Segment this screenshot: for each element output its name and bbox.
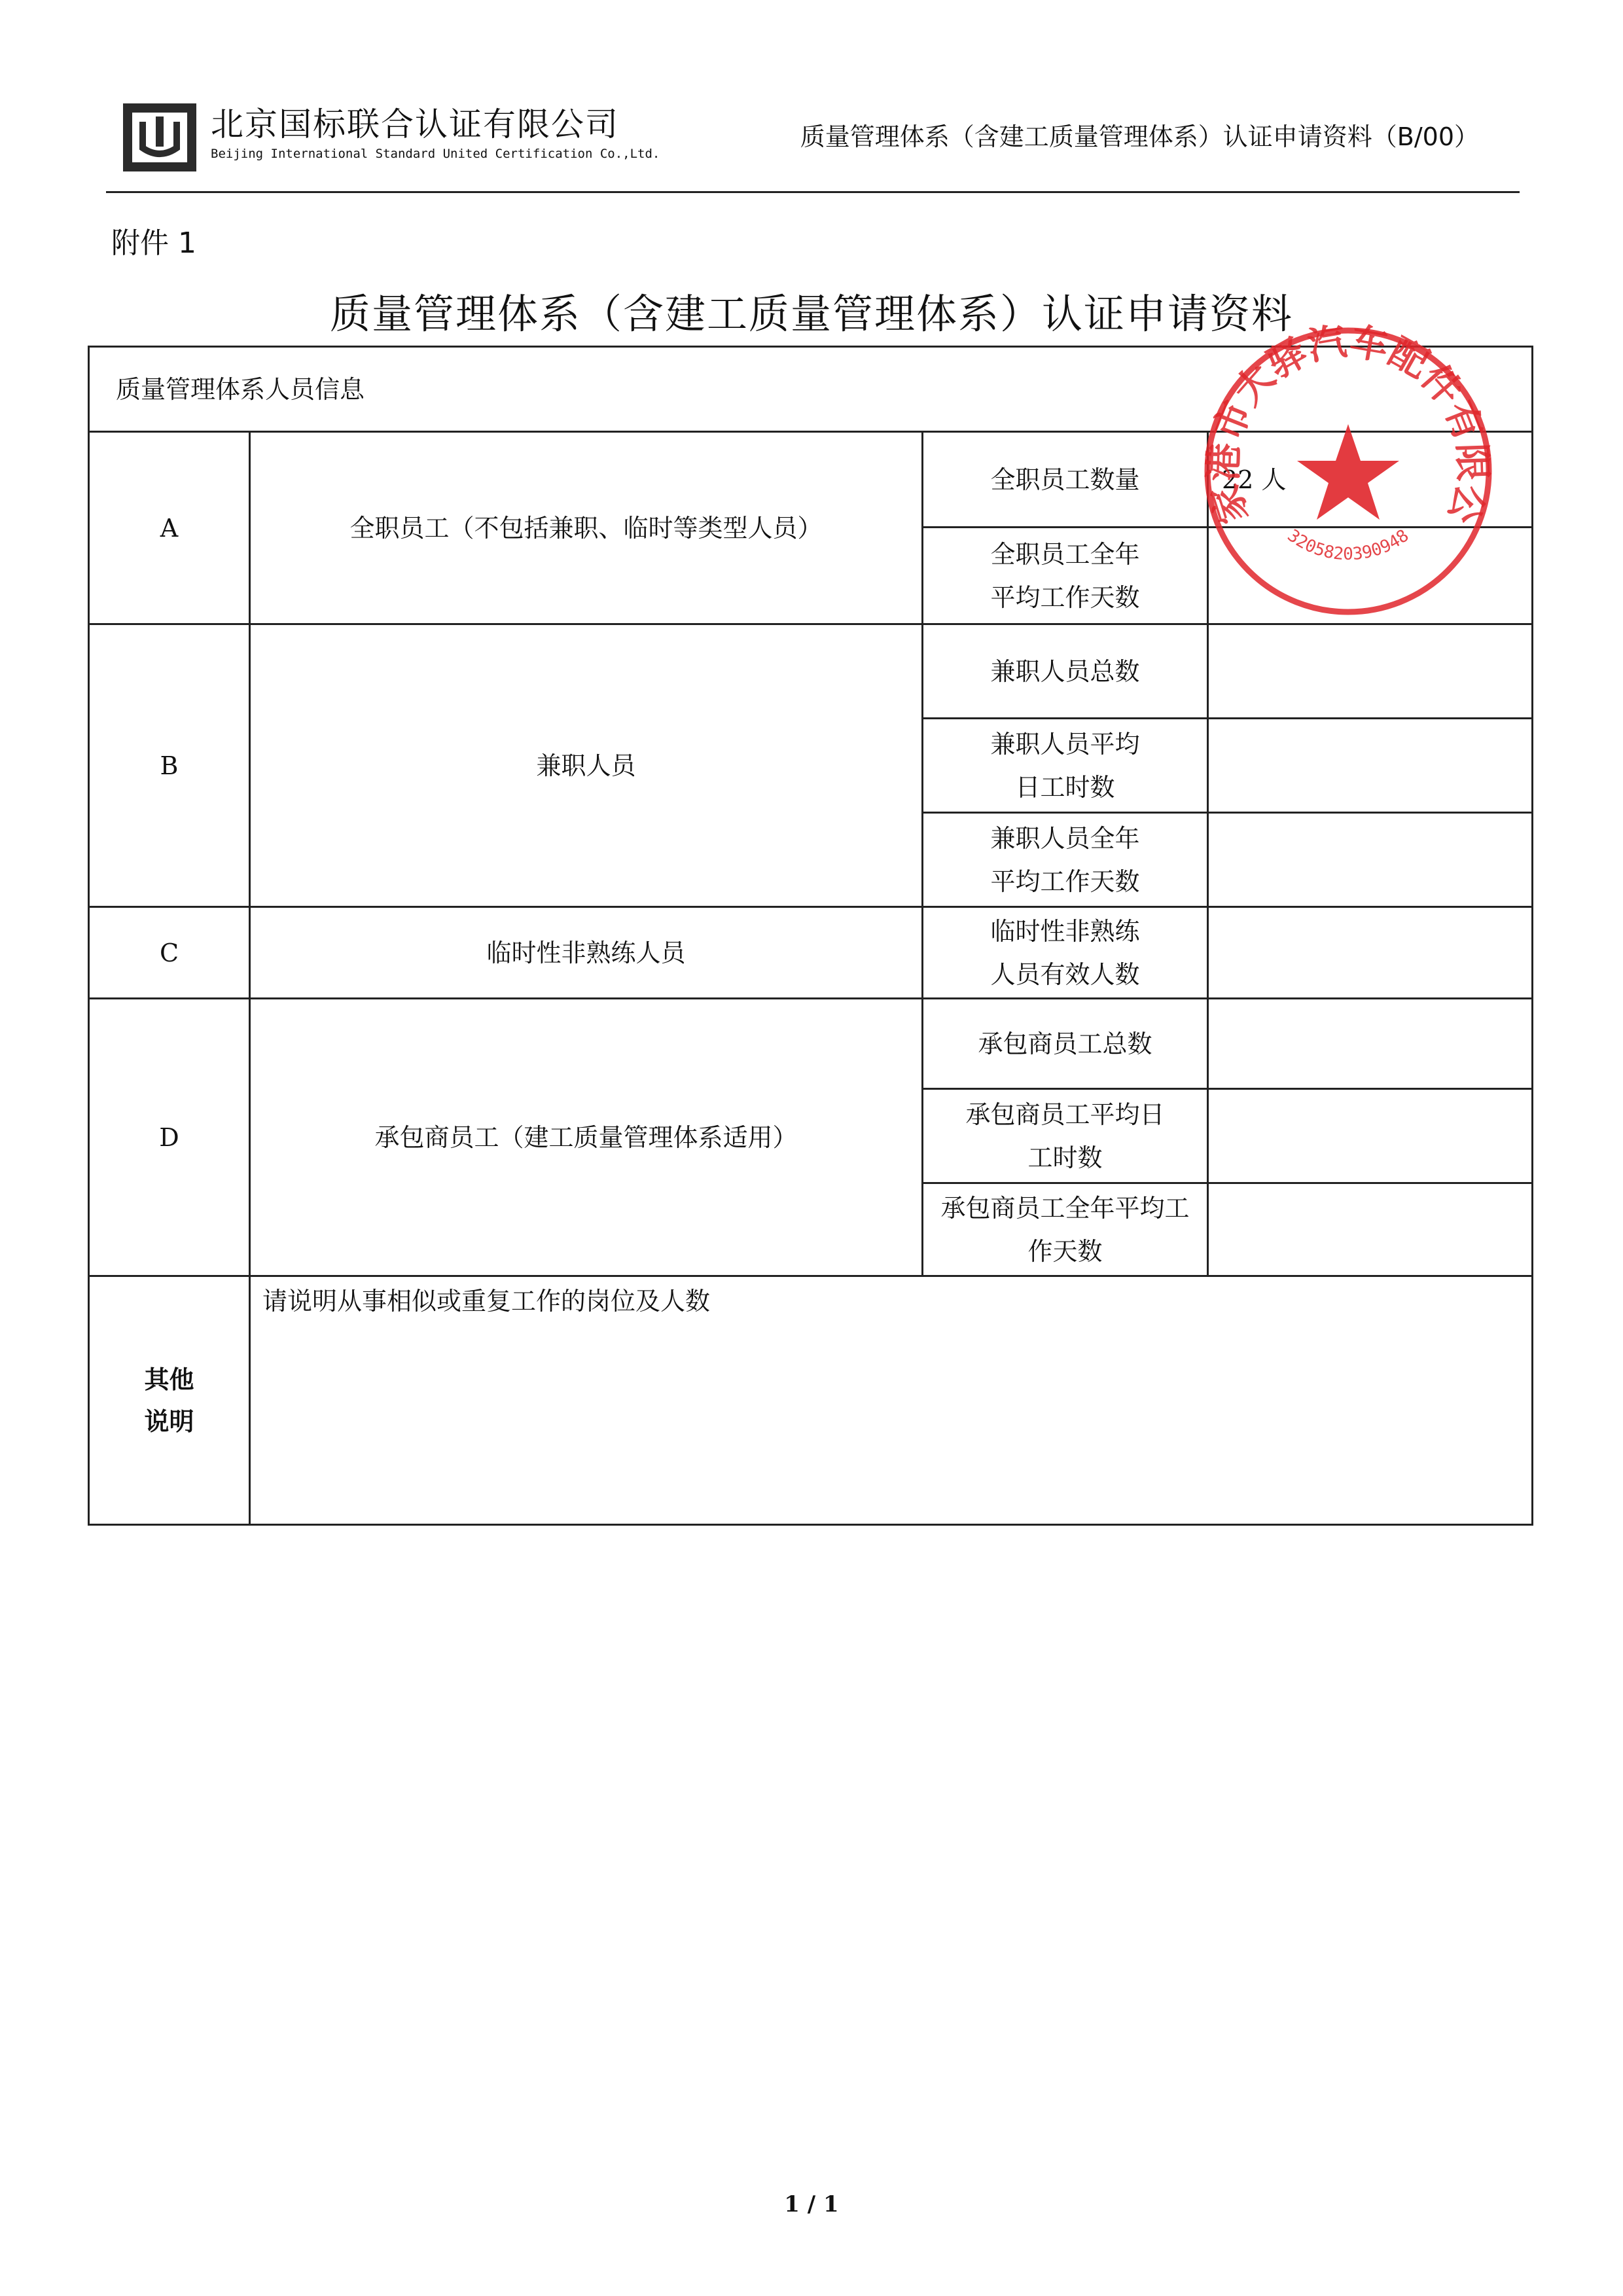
row-c-category: 临时性非熟练人员 — [250, 907, 923, 999]
page-title: 质量管理体系（含建工质量管理体系）认证申请资料 — [329, 290, 1293, 338]
row-d-item-3-label — [923, 1183, 1208, 1276]
other-label — [89, 1276, 250, 1525]
company-name-cn: 北京国标联合认证有限公司 — [211, 105, 619, 143]
row-b-item-2-text: 兼职人员平均日工时数 — [990, 729, 1140, 802]
row-a-item-2-label — [923, 528, 1208, 624]
seal-number: 3205820390948 — [1283, 526, 1413, 565]
row-b-item-3-text: 兼职人员全年平均工作天数 — [990, 823, 1140, 896]
row-a-code: A — [89, 432, 250, 624]
section-title: 质量管理体系人员信息 — [89, 347, 1533, 432]
row-a-item-1-label: 全职员工数量 — [923, 432, 1208, 528]
row-d-category: 承包商员工（建工质量管理体系适用） — [250, 999, 923, 1276]
row-d-item-2-text: 承包商员工平均日工时数 — [965, 1100, 1165, 1172]
row-b-item-1-label: 兼职人员总数 — [923, 624, 1208, 719]
row-b-item-2-label — [923, 719, 1208, 813]
attachment-label: 附件 1 — [111, 226, 196, 260]
header-divider — [106, 191, 1520, 193]
row-c-code: C — [89, 907, 250, 999]
row-c-item-1-text: 临时性非熟练人员有效人数 — [990, 916, 1140, 989]
row-d-code: D — [89, 999, 250, 1276]
row-a-item-2-text: 全职员工全年平均工作天数 — [990, 539, 1140, 612]
row-c-item-1-label — [923, 907, 1208, 999]
svg-text:3205820390948 — [1284, 526, 1413, 564]
row-b-item-2-value[interactable] — [1208, 719, 1533, 813]
row-b-category: 兼职人员 — [250, 624, 923, 907]
row-d-item-2-label — [923, 1089, 1208, 1183]
row-b-item-3-label — [923, 813, 1208, 907]
row-a-item-1-value[interactable]: 22 人 — [1208, 432, 1533, 528]
row-b-code: B — [89, 624, 250, 907]
seal-text: 家港市大驿汽车配件有限公 — [1201, 318, 1495, 529]
row-d-item-3-text: 承包商员工全年平均工作天数 — [940, 1193, 1190, 1266]
row-b-item-3-value[interactable] — [1208, 813, 1533, 907]
company-logo — [123, 103, 196, 171]
other-note[interactable]: 请说明从事相似或重复工作的岗位及人数 — [250, 1276, 1533, 1525]
row-d-item-1-label: 承包商员工总数 — [923, 999, 1208, 1089]
row-a-category: 全职员工（不包括兼职、临时等类型人员） — [250, 432, 923, 624]
header-doc-title: 质量管理体系（含建工质量管理体系）认证申请资料（B/00） — [800, 122, 1479, 151]
page-number: 1 / 1 — [784, 2191, 839, 2217]
row-d-item-3-value[interactable] — [1208, 1183, 1533, 1276]
company-name-en: Beijing International Standard United Certification Co.,Ltd. — [211, 147, 660, 161]
row-d-item-2-value[interactable] — [1208, 1089, 1533, 1183]
row-b-item-1-value[interactable] — [1208, 624, 1533, 719]
company-seal — [1191, 314, 1505, 628]
row-d-item-1-value[interactable] — [1208, 999, 1533, 1089]
row-c-item-1-value[interactable] — [1208, 907, 1533, 999]
other-label-text: 其他说明 — [144, 1365, 194, 1436]
